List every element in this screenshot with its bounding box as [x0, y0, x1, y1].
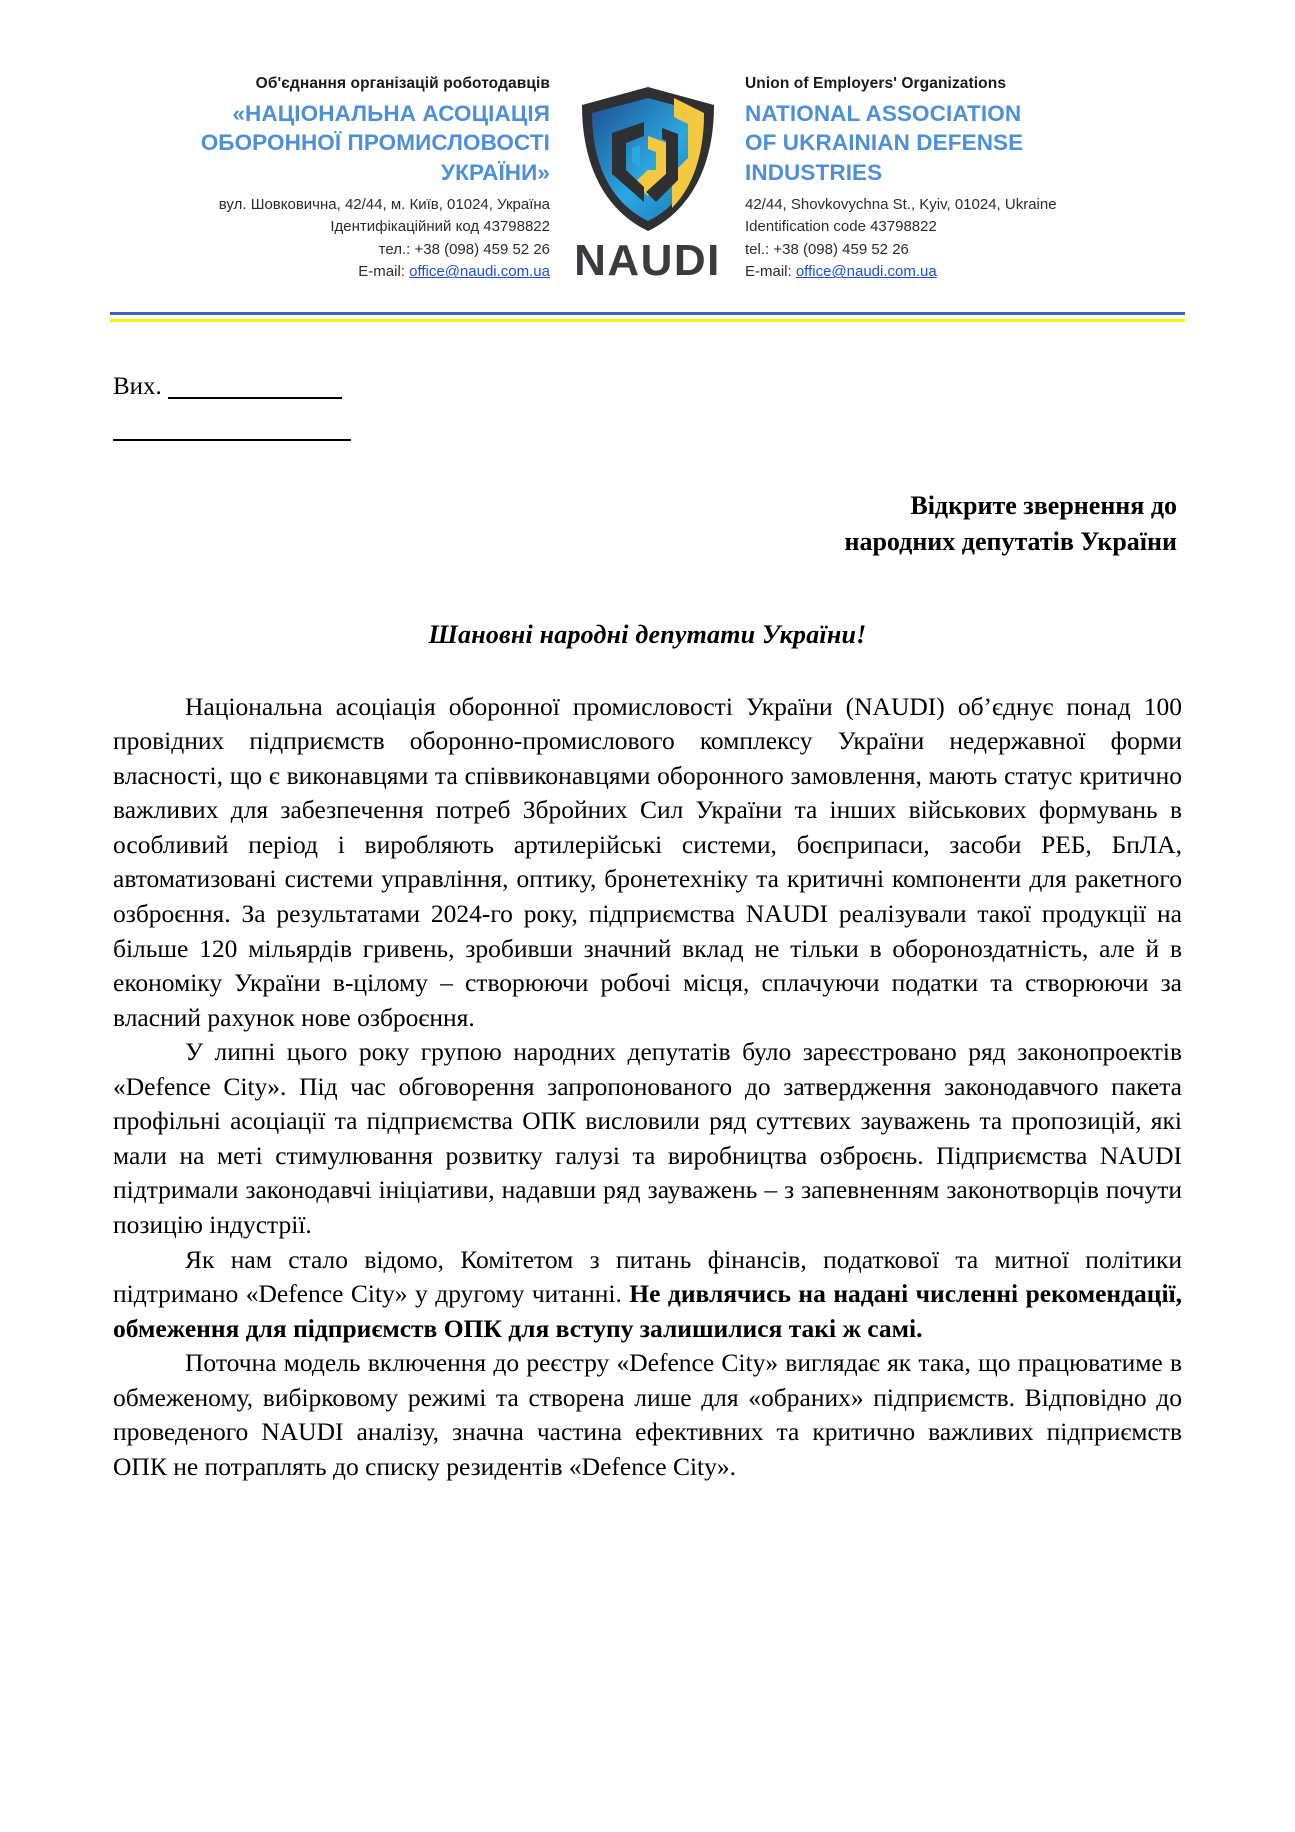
org-contact-en — [745, 194, 1123, 284]
salutation: Шановні народні депутати України! — [428, 619, 867, 649]
org-phone-uk: тел.: +38 (098) 459 52 26 — [378, 240, 550, 258]
org-phone-en: tel.: +38 (098) 459 52 26 — [745, 240, 909, 258]
org-subtitle-uk: Об'єднання організацій роботодавців — [255, 75, 550, 92]
shield-logo-icon — [574, 84, 722, 234]
org-address-en: 42/44, Shovkovychna St., Kyiv, 01024, Ukraine — [745, 195, 1057, 213]
letterhead-ukrainian — [172, 62, 550, 284]
letterhead-english — [745, 62, 1123, 284]
body-p3-emphasis: Не дивлячись на надані численні рекомендації, обмеження для підприємств ОПК для вступу залишилися такі ж самі. — [113, 1279, 1183, 1343]
outgoing-number-block — [0, 374, 1295, 446]
body-p3-text: Як нам стало відомо, Комітетом з питань фінансів, податкової та митної політики підтримано «Defence City» у другому читанні. — [113, 1244, 1182, 1309]
outgoing-date-blank[interactable] — [113, 417, 351, 441]
org-email-link-en[interactable]: office@naudi.com.ua — [795, 263, 937, 281]
divider-rule-pair — [110, 312, 1185, 326]
addressee-line1: Відкрите звернення до — [910, 491, 1177, 520]
body-paragraph-4 — [113, 1346, 1182, 1484]
body-paragraph-3 — [113, 1243, 1182, 1347]
org-name-uk-line2: ОБОРОННОЇ ПРОМИСЛОВОСТІ — [200, 130, 550, 156]
outgoing-number-blank[interactable] — [168, 377, 342, 399]
outgoing-row — [113, 374, 1295, 399]
org-email-label-en: E-mail: — [745, 263, 796, 281]
org-contact-uk — [172, 194, 550, 284]
org-subtitle-en: Union of Employers' Organizations — [745, 75, 1007, 92]
org-name-uk-line3: УКРАЇНИ» — [441, 159, 550, 185]
body-paragraph-2 — [113, 1035, 1182, 1242]
letterhead — [0, 0, 1295, 286]
logo-wordmark: NAUDI — [574, 236, 721, 285]
naudi-logo — [550, 62, 745, 286]
org-code-en: Identification code 43798822 — [745, 218, 937, 236]
org-email-row-en — [745, 261, 1123, 284]
addressee-line2: народних депутатів України — [844, 526, 1177, 556]
org-name-uk — [172, 99, 550, 187]
org-name-en-line2: OF UKRAINIAN DEFENSE — [745, 130, 1024, 156]
body-paragraph-1 — [113, 690, 1182, 1035]
letter-body — [0, 690, 1295, 1485]
addressee-title — [0, 488, 1295, 560]
divider-blue-line — [110, 312, 1185, 315]
org-email-link-uk[interactable]: office@naudi.com.ua — [409, 263, 550, 281]
org-name-en-line3: INDUSTRIES — [745, 159, 883, 185]
body-p2-text: У липні цього року групою народних депутатів було зареєстровано ряд законопроектів «Defence City». Під час обговорення запропонованого до затвердження законодавчого пакета профільні асоціації та підприємства ОПК висловили ряд суттєвих зауважень та пропозицій, які мали на меті стимулювання розвитку галузі та виробництва озброєнь. Підприємства NAUDI підтримали законодавчі ініціативи, надавши ряд зауважень – з запевненням законотворців почути позицію індустрії. — [113, 1037, 1182, 1239]
body-p4-text: Поточна модель включення до реєстру «Defence City» виглядає як така, що працюватиме в обмеженому, вибірковому режимі та створена лише для «обраних» підприємств. Відповідно до проведеного NAUDI аналізу, значна частина ефективних та критично важливих підприємств ОПК не потраплять до списку резидентів «Defence City». — [113, 1348, 1182, 1481]
org-name-en — [745, 99, 1123, 187]
org-address-uk: вул. Шовковична, 42/44, м. Київ, 01024, Україна — [218, 195, 550, 213]
header-divider — [0, 312, 1295, 326]
divider-yellow-line — [110, 319, 1185, 322]
org-name-uk-line1: «НАЦІОНАЛЬНА АСОЦІАЦІЯ — [232, 101, 550, 127]
org-name-en-line1: NATIONAL ASSOCIATION — [745, 101, 1022, 127]
org-email-label-uk: E-mail: — [358, 263, 410, 281]
outgoing-date-row — [113, 399, 1295, 446]
org-code-uk: Ідентифікаційний код 43798822 — [330, 218, 550, 236]
outgoing-label: Вих. — [113, 373, 162, 400]
org-email-row-uk — [172, 261, 550, 284]
body-p1-text: Національна асоціація оборонної промисловості України (NAUDI) об’єднує понад 100 провідних підприємств оборонно-промислового комплексу України недержавної форми власності, що є виконавцями та співвиконавцями оборонного замовлення, мають статус критично важливих для забезпечення потреб Збройних Сил України та інших військових формувань в особливий період і виробляють артилерійські системи, боєприпаси, засоби РЕБ, БпЛА, автоматизовані системи управління, оптику, бронетехніку та критичні компоненти для ракетного озброєння. За результатами 2024-го року, підприємства NAUDI реалізували такої продукції на більше 120 мільярдів гривень, зробивши значний вклад не тільки в обороноздатність, але й в економіку України в-цілому – створюючи робочі місця, сплачуючи податки та створюючи за власний рахунок нове озброєння. — [113, 691, 1182, 1032]
